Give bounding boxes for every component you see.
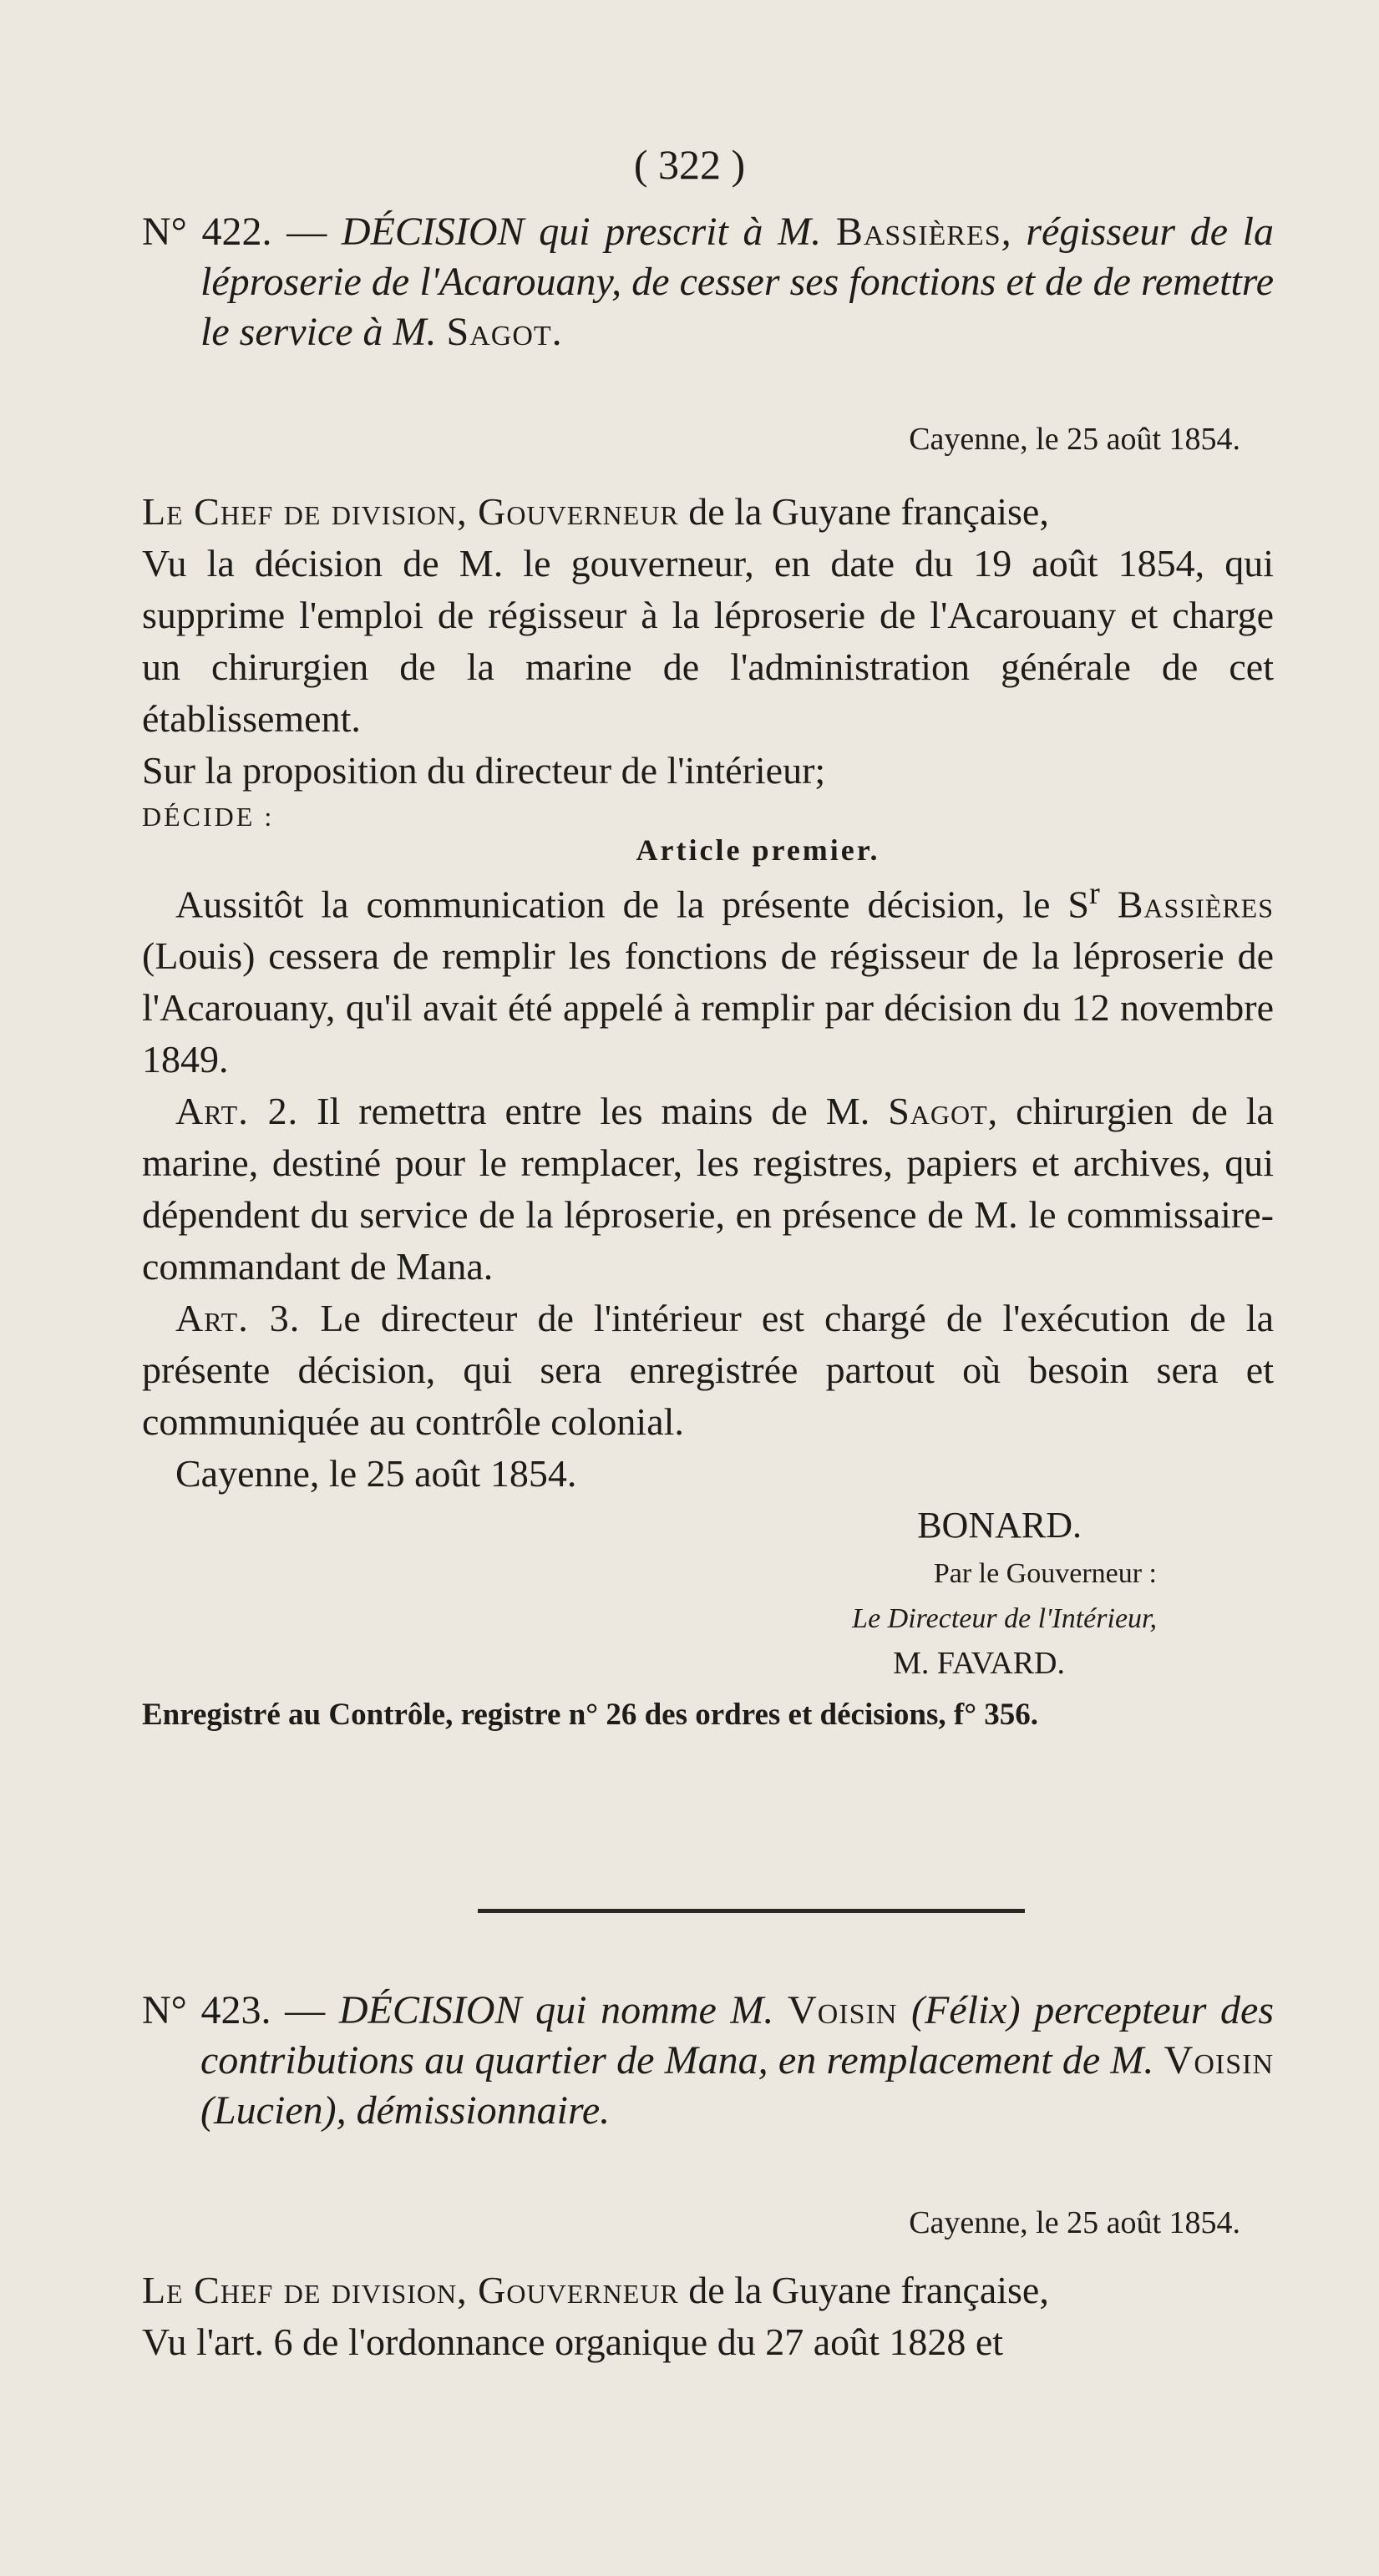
person-name: Bassières — [1117, 883, 1275, 926]
decision-number: N° 422. — — [142, 210, 327, 254]
decision-422-body — [142, 418, 1274, 1738]
vu-paragraph: Vu la décision de M. le gouverneur, en date du 19 août 1854, qui supprime l'emploi de régisseur à la léproserie de l'Acarouany et charge un chirurgien de la marine de l'administration générale de cet établissement. — [142, 542, 1274, 740]
person-name: Sagot — [888, 1090, 988, 1133]
vu-paragraph: Vu l'art. 6 de l'ordonnance organique du 27 août 1828 et — [142, 2320, 1004, 2363]
decision-title: N° 423. — DÉCISION qui nomme M. Voisin (Félix) percepteur des contributions au quartier de Mana, en remplacement de M. Voisin (Lucien), démissionnaire. — [142, 1988, 1275, 2133]
article-2-text: Art. 2. Il remettra entre les mains de M. Sagot, chirurgien de la marine, destiné pour le remplacer, les registres, papiers et archives, qui dépendent du service de la léproserie, en présence de M. le commissaire-commandant de Mana. — [142, 1090, 1274, 1288]
page-number: ( 322 ) — [633, 141, 746, 188]
chef-line: Le Chef de division, Gouverneur de la Guyane française, — [142, 490, 1049, 533]
chef-line: Le Chef de division, Gouverneur de la Guyane française, — [142, 2269, 1049, 2311]
person-name: Voisin — [1164, 2038, 1274, 2083]
decision-422-header — [142, 207, 1274, 357]
decision-423-header — [142, 1986, 1274, 2136]
section-divider — [478, 1909, 1025, 1913]
par-le-gouverneur: Par le Gouverneur : — [933, 1558, 1157, 1590]
decision-number: N° 423. — — [142, 1988, 326, 2032]
person-name: Bassières — [835, 210, 1001, 254]
decision-423-body — [142, 2201, 1274, 2368]
decision-title: N° 422. — DÉCISION qui prescrit à M. Bassières, régisseur de la léproserie de l'Acarouany, de cesser ses fonctions et de de remettre le service à M. Sagot. — [142, 210, 1275, 354]
article-premier-title: Article premier. — [636, 833, 880, 867]
person-name: Sagot — [446, 310, 552, 354]
signature-favard: M. FAVARD. — [893, 1646, 1065, 1682]
registration-note: Enregistré au Contrôle, registre n° 26 des ordres et décisions, f° 356. — [142, 1698, 1039, 1733]
closing-date: Cayenne, le 25 août 1854. — [175, 1452, 577, 1495]
article-3-text: Art. 3. Le directeur de l'intérieur est chargé de l'exécution de la présente décision, qui sera enregistrée partout où besoin sera et communiquée au contrôle colonial. — [142, 1297, 1274, 1444]
sur-paragraph: Sur la proposition du directeur de l'intérieur; — [142, 749, 826, 792]
dateline: Cayenne, le 25 août 1854. — [909, 422, 1240, 457]
person-name: Voisin — [788, 1988, 898, 2032]
article-1-text: Aussitôt la communication de la présente décision, le $S^r$ Bassières (Louis) cessera de remplir les fonctions de régisseur de la léproserie de l'Acarouany, qu'il avait été appelé à remplir par décision du 12 novembre 1849. — [142, 876, 1275, 1081]
dateline: Cayenne, le 25 août 1854. — [909, 2205, 1240, 2240]
decide-label: DÉCIDE : — [142, 802, 275, 832]
signature-bonard: BONARD. — [917, 1505, 1082, 1546]
directeur-title: Le Directeur de l'Intérieur, — [852, 1603, 1157, 1635]
